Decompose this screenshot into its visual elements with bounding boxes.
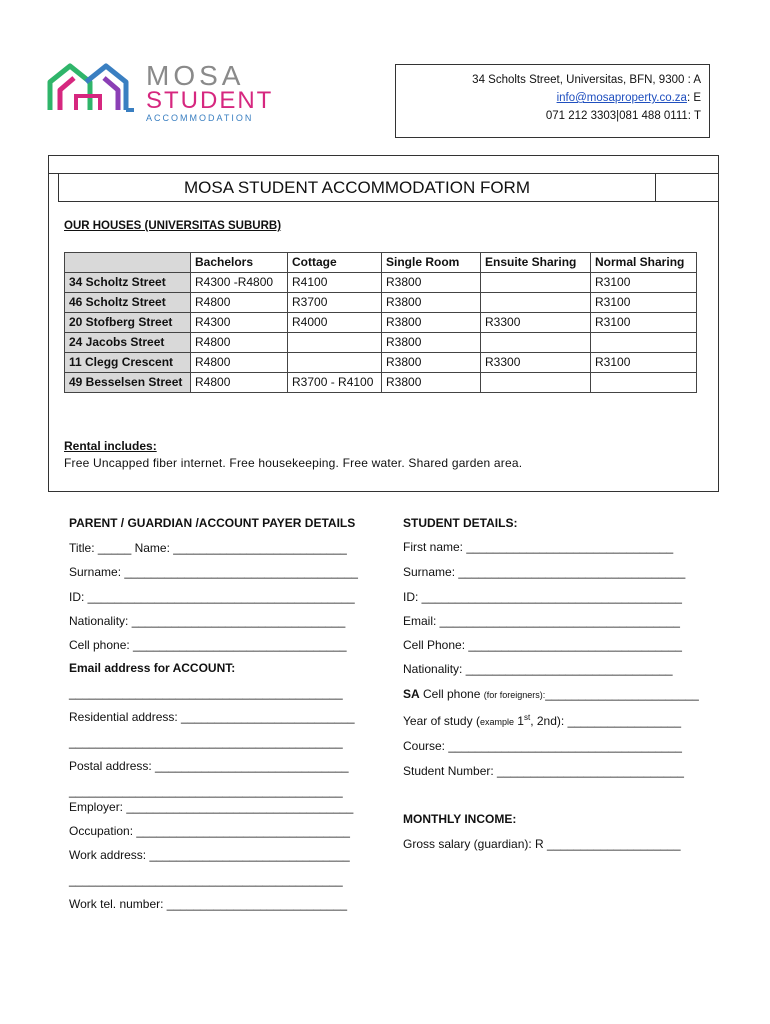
student-email-field[interactable]: Email: ____________________________________ [403,614,680,628]
rate-cell: R3100 [591,293,697,313]
rate-cell: R3100 [591,353,697,373]
form-title: MOSA STUDENT ACCOMMODATION FORM [58,174,656,202]
rate-cell: R3100 [591,273,697,293]
parent-work-address-line[interactable]: _________________________________________ [69,873,343,887]
rate-cell: R3800 [382,273,481,293]
parent-email-field[interactable]: _________________________________________ [69,686,343,700]
contact-email-suffix: : E [686,92,701,104]
rate-cell [481,373,591,393]
rates-header-normal: Normal Sharing [591,253,697,273]
rate-cell: R3300 [481,313,591,333]
sa-cell-label: Cell phone [419,687,484,701]
contact-phone: 071 212 3303|081 488 0111: T [545,110,701,122]
parent-work-tel-field[interactable]: Work tel. number: ___________________________ [69,897,348,911]
rate-cell: R4800 [191,353,288,373]
parent-cell-field[interactable]: Cell phone: ________________________________ [69,638,347,652]
rates-table [64,252,697,393]
rate-cell [591,373,697,393]
rental-heading: Rental includes: [64,439,157,453]
rate-cell: R3700 [288,293,382,313]
contact-box [395,64,710,138]
student-number-field[interactable]: Student Number: ____________________________ [403,764,684,778]
contact-email-row [396,89,701,107]
rate-cell [288,333,382,353]
house-name: 34 Scholtz Street [65,273,191,293]
student-heading: STUDENT DETAILS: [403,516,518,530]
logo-word-accommodation: ACCOMMODATION [146,113,254,123]
table-row [65,333,697,353]
houses-heading: OUR HOUSES (UNIVERSITAS SUBURB) [64,220,282,232]
table-row [65,353,697,373]
rate-cell [591,333,697,353]
year-example: example [479,717,514,727]
rate-cell [288,353,382,373]
rate-cell: R4300 [191,313,288,333]
rate-cell: R3100 [591,313,697,333]
house-name: 24 Jacobs Street [65,333,191,353]
table-row [65,373,697,393]
rental-text: Free Uncapped fiber internet. Free housekeeping. Free water. Shared garden area. [64,456,523,470]
rates-header-single: Single Room [382,253,481,273]
rates-header-cottage: Cottage [288,253,382,273]
rates-header-bachelors: Bachelors [191,253,288,273]
rate-cell: R4000 [288,313,382,333]
rates-header-ensuite: Ensuite Sharing [481,253,591,273]
rate-cell: R4800 [191,293,288,313]
table-row [65,273,697,293]
student-course-field[interactable]: Course: ___________________________________ [403,739,682,753]
student-id-field[interactable]: ID: _______________________________________ [403,590,682,604]
title-side-cell [656,174,718,202]
house-logo-icon [46,60,146,116]
year-st-sup: st [523,713,531,722]
rate-cell: R3800 [382,333,481,353]
monthly-income-heading: MONTHLY INCOME: [403,812,517,826]
parent-residential-line[interactable]: _________________________________________ [69,735,343,749]
student-sa-cell-field[interactable] [403,687,699,701]
parent-postal-line[interactable]: _________________________________________ [69,784,343,798]
logo-word-mosa: MOSA [146,60,245,91]
rate-cell: R3800 [382,313,481,333]
parent-title-name-field[interactable]: Title: _____ Name: __________________________ [69,541,347,555]
table-row [65,313,697,333]
rate-cell: R4800 [191,373,288,393]
sa-foreigners-note: (for foreigners): [483,690,546,700]
parent-occupation-field[interactable]: Occupation: ________________________________ [69,824,350,838]
rate-cell: R4100 [288,273,382,293]
house-name: 20 Stofberg Street [65,313,191,333]
rate-cell [481,333,591,353]
sa-label: SA [403,687,420,701]
table-row [65,293,697,313]
parent-postal-field[interactable]: Postal address: _____________________________ [69,759,349,773]
sa-cell-line: _______________________ [545,687,699,701]
parent-id-field[interactable]: ID: ________________________________________ [69,590,355,604]
parent-residential-field[interactable]: Residential address: __________________________ [69,710,355,724]
parent-surname-field[interactable]: Surname: ___________________________________ [69,565,358,579]
house-name: 11 Clegg Crescent [65,353,191,373]
parent-nationality-field[interactable]: Nationality: ________________________________ [69,614,346,628]
contact-email-link[interactable]: info@mosaproperty.co.za [556,92,687,104]
frame-top-bar [49,156,718,174]
rate-cell: R3800 [382,353,481,373]
company-logo [46,60,274,123]
rates-header-row [65,253,697,273]
rate-cell [481,273,591,293]
rate-cell [481,293,591,313]
rate-cell: R3300 [481,353,591,373]
year-rest: , 2nd): _________________ [530,714,682,728]
student-surname-field[interactable]: Surname: __________________________________ [403,565,686,579]
rate-cell: R3700 - R4100 [288,373,382,393]
rate-cell: R3800 [382,293,481,313]
student-nationality-field[interactable]: Nationality: _______________________________ [403,662,673,676]
parent-email-label: Email address for ACCOUNT: [69,661,236,675]
contact-address: 34 Scholts Street, Universitas, BFN, 9300 : A [472,74,701,86]
gross-salary-field[interactable]: Gross salary (guardian): R ____________________ [403,837,681,851]
house-name: 49 Besselsen Street [65,373,191,393]
year-label: Year of study ( [403,714,480,728]
student-year-field[interactable] [403,713,681,728]
parent-heading: PARENT / GUARDIAN /ACCOUNT PAYER DETAILS [69,516,356,530]
year-first: 1 [513,714,524,728]
student-first-name-field[interactable]: First name: _______________________________ [403,540,674,554]
parent-employer-field[interactable]: Employer: __________________________________ [69,800,354,814]
house-name: 46 Scholtz Street [65,293,191,313]
rate-cell: R3800 [382,373,481,393]
logo-word-student: STUDENT [146,87,274,114]
rate-cell: R4800 [191,333,288,353]
logo-wordmark [146,62,273,123]
rate-cell: R4300 -R4800 [191,273,288,293]
parent-work-address-field[interactable]: Work address: ______________________________ [69,848,350,862]
student-cell-field[interactable]: Cell Phone: ________________________________ [403,638,682,652]
rates-header-corner [65,253,191,273]
